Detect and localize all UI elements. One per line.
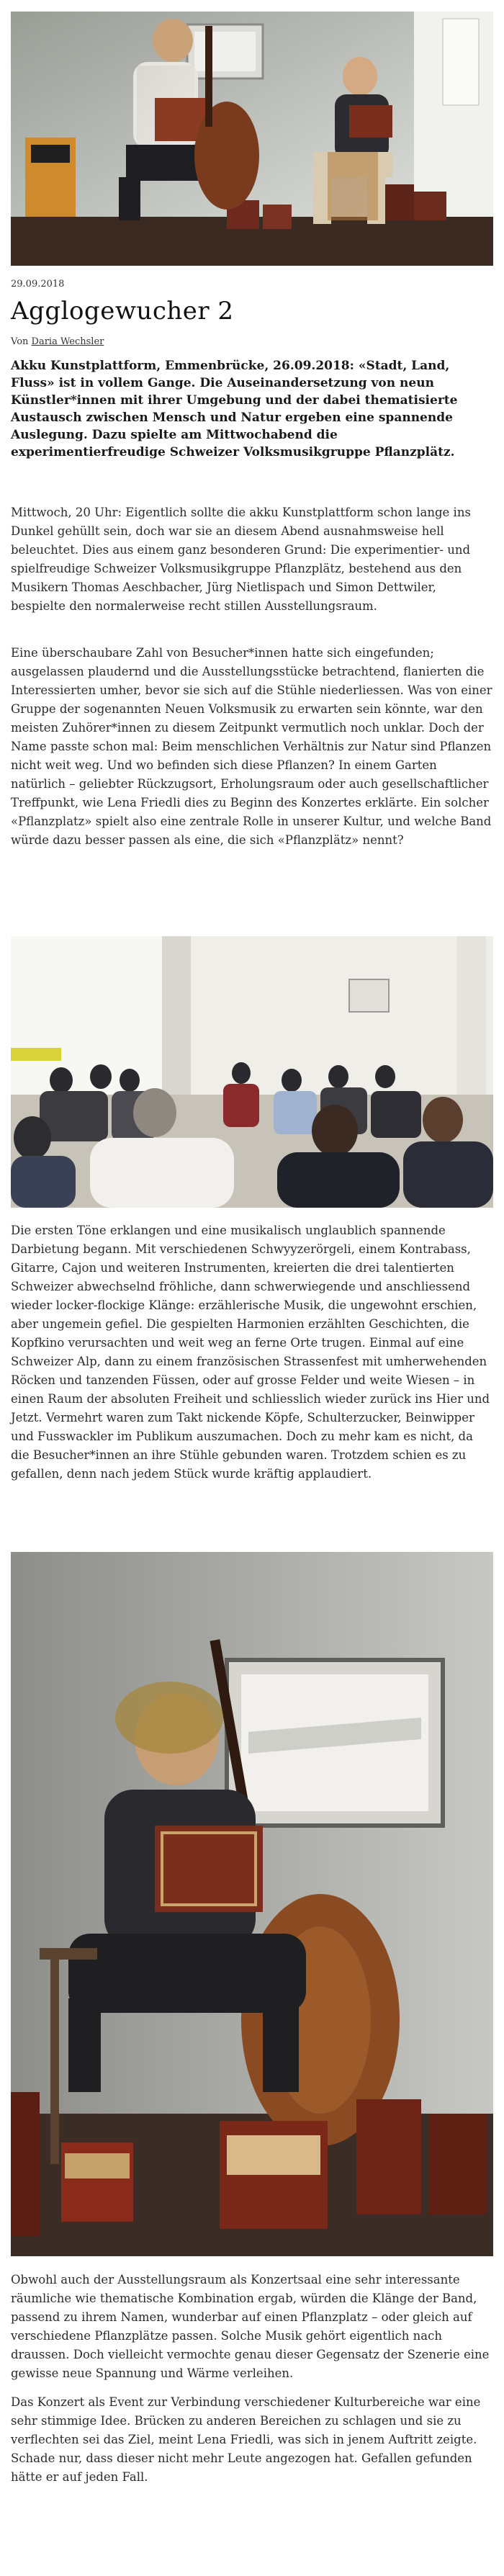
byline-prefix: Von (11, 336, 29, 347)
paragraph: Obwohl auch der Ausstellungsraum als Konzertsaal eine sehr interessante räumliche wie thematische Kombination ergab, würden die Klänge der Band, passend zu ihrem Namen, wunderbar auf einen Pflanzplatz – oder gleich auf verschiedene Pflanzplätze passen. Solche Musik gehört eigentlich nach draussen. Doch vielleicht vermochte genau dieser Gegensatz der Szenerie eine gewisse neue Spannung und Wärme verleihen. (11, 2273, 490, 2380)
paragraph: Die ersten Töne erklangen und eine musikalisch unglaublich spannende Darbietung begann. Mit verschiedenen Schwyyzerörgeli, einem Kontrabass, Gitarre, Cajon und weiteren Instrumenten, kreierten die drei talentierten Schweizer abwechselnd fröhliche, dann schwerwiegende und anschliessend wieder locker-flockige Klänge: erzählerische Musik, die ungewohnt erschien, aber ungemein gefiel. Die gespielten Harmonien erzählten Geschichten, die Kopfkino verursachten und weit weg an ferne Orte trugen. Einmal auf eine Schweizer Alp, dann zu einem französischen Strassenfest mit umherwehenden Röcken und tanzenden Füssen, oder auf grosse Felder und weite Wiesen – in einen Raum der absoluten Freiheit und schliesslich wieder zurück ins Hier und Jetzt. Vermehrt waren zum Takt nickende Köpfe, Schulterzucker, Beinwipper und Fusswackler im Publikum auszumachen. Doch zu mehr kam es nicht, da die Besucher*innen an ihre Stühle gebunden waren. Trotzdem schien es zu gefallen, denn nach jedem Stück wurde kräftig applaudiert. (11, 1224, 490, 1481)
photo-musicians-duo (11, 12, 493, 266)
photo-audience-concert (11, 936, 493, 1208)
author-link[interactable]: Daria Wechsler (31, 336, 104, 347)
paragraph: Eine überschaubare Zahl von Besucher*innen hatte sich eingefunden; ausgelassen plaudernd und die Ausstellungsstücke betrachtend, flanierten die Interessierten umher, bevor sie sich auf die Stühle niederliessen. Was von einer Gruppe der sogenannten Neuen Volksmusik zu erwarten sein könnte, war den meisten Zuhörer*innen zu diesem Zeitpunkt vermutlich noch unklar. Doch der Name passte schon mal: Beim menschlichen Verhältnis zur Natur sind Pflanzen nicht weit weg. Und wo befinden sich diese Pflanzen? In einem Garten natürlich – geliebter Rückzugsort, Erholungsraum oder auch gesellschaftlicher Treffpunkt, wie Lena Friedli dies zu Beginn des Konzertes erklärte. Ein solcher «Pflanzplatz» spielt also eine zentrale Rolle in unserer Kultur, und welche Band würde dazu besser passen als eine, die sich «Pflanzplätz» nennt? (11, 646, 492, 847)
article-lead: Akku Kunstplattform, Emmenbrücke, 26.09.2018: «Stadt, Land, Fluss» ist in vollem Gange. Die Auseinandersetzung von neun Künstler*innen mit ihrer Umgebung und der dabei thematisierte Austausch zwischen Mensch und Natur ergeben eine spannende Auslegung. Dazu spielte am Mittwochabend die experimentierfreudige Schweizer Volksmusikgruppe Pflanzplätz. (11, 359, 458, 459)
article-date: 29.09.2018 (11, 279, 65, 290)
article-title: Agglogewucher 2 (11, 297, 234, 326)
paragraph: Das Konzert als Event zur Verbindung verschiedener Kulturbereiche war eine sehr stimmige Idee. Brücken zu anderen Bereichen zu schlagen und sie zu verflechten sei das Ziel, meint Lena Friedli, was sich in jenem Auftritt zeigte. Schade nur, dass dieser nicht mehr Leute angezogen hat. Gefallen gefunden hätte er auf jeden Fall. (11, 2395, 481, 2484)
article-byline (11, 336, 104, 347)
paragraph: Mittwoch, 20 Uhr: Eigentlich sollte die akku Kunstplattform schon lange ins Dunkel gehüllt sein, doch war sie an diesem Abend ausnahmsweise hell beleuchtet. Dies aus einem ganz besonderen Grund: Die experimentier- und spielfreudige Schweizer Volksmusikgruppe Pflanzplätz, bestehend aus den Musikern Thomas Aeschbacher, Jürg Nietlispach und Simon Dettwiler, bespielte den normalerweise recht stillen Ausstellungsraum. (11, 506, 471, 613)
photo-accordion-player-bass (11, 1552, 493, 2256)
